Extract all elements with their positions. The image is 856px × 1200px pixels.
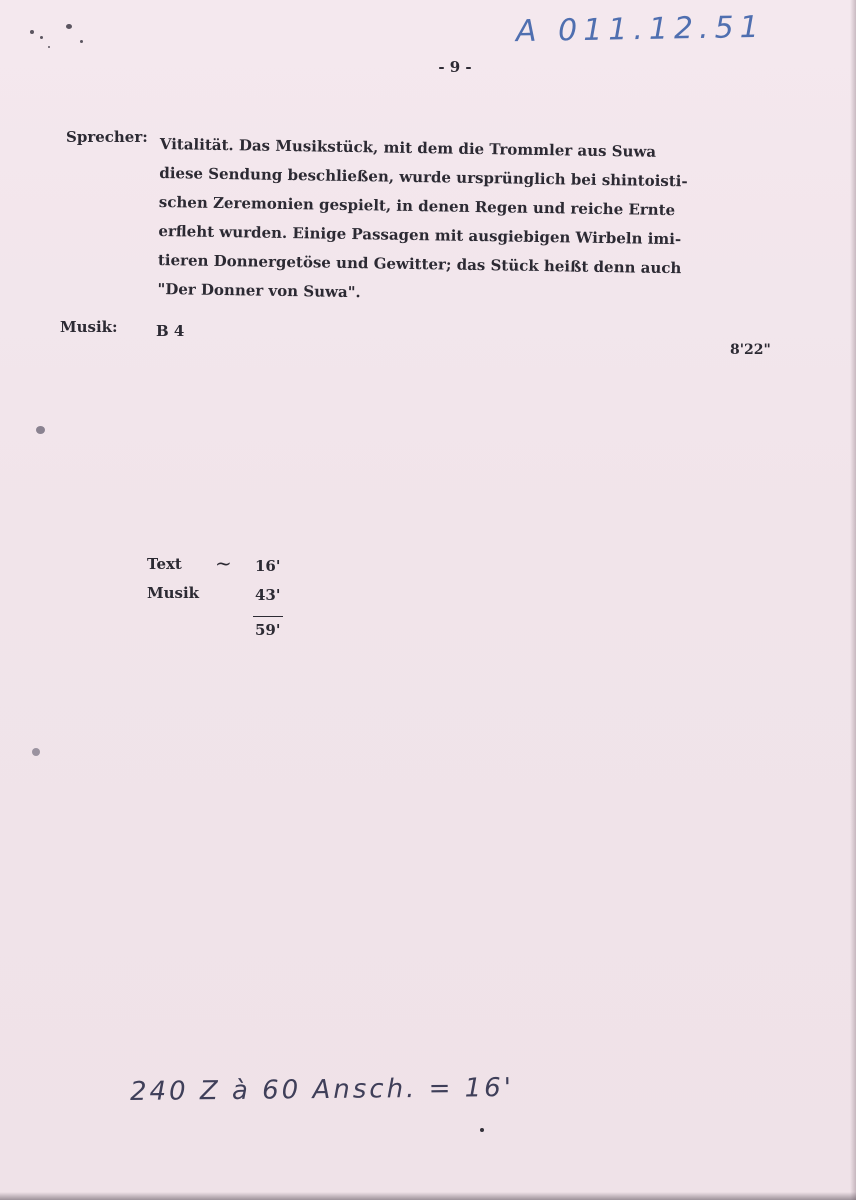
tally-row-text — [147, 551, 347, 584]
paper-speck — [48, 46, 50, 48]
sum-rule — [253, 616, 283, 617]
time-tally — [147, 551, 347, 639]
paragraph-line: erfleht wurden. Einige Passagen mit ausgiebigen Wirbeln imi- — [158, 221, 682, 249]
tally-total-value: 59' — [255, 621, 281, 639]
musik-label: Musik: — [60, 318, 118, 336]
approx-sign: ~ — [215, 551, 232, 575]
page-edge-shadow — [850, 0, 856, 1200]
musik-duration: 8'22" — [730, 342, 771, 358]
page-number: - 9 - — [438, 58, 472, 76]
punch-hole-mark — [36, 426, 45, 434]
paragraph-line: Vitalität. Das Musikstück, mit dem die Trommler aus Suwa — [159, 134, 657, 161]
ink-dot — [480, 1128, 484, 1132]
paragraph-line: "Der Donner von Suwa". — [157, 279, 361, 302]
paper-speck — [40, 36, 43, 39]
tally-text-value: 16' — [255, 557, 281, 575]
paper-speck — [30, 30, 34, 34]
paper-speck — [80, 40, 83, 43]
punch-hole-mark — [32, 748, 40, 756]
archive-mark: A 011.12.51 — [515, 9, 766, 50]
paragraph-line: schen Zeremonien gespielt, in denen Regen und reiche Ernte — [158, 192, 676, 220]
paper-speck — [66, 24, 72, 29]
paragraph-line: diese Sendung beschließen, wurde ursprünglich bei shintoisti- — [159, 163, 688, 191]
speaker-paragraph — [157, 130, 700, 312]
page-bottom-edge — [0, 1192, 856, 1200]
tally-musik-label: Musik — [147, 584, 200, 602]
speaker-label: Sprecher: — [66, 128, 148, 146]
tally-musik-value: 43' — [255, 586, 281, 604]
handwritten-footnote: 240 Z à 60 Ansch. = 16' — [129, 1072, 515, 1108]
tally-text-label: Text — [147, 555, 182, 573]
musik-code: B 4 — [156, 322, 185, 340]
paragraph-line: tieren Donnergetöse und Gewitter; das Stück heißt denn auch — [157, 250, 682, 278]
tally-row-musik — [147, 584, 347, 613]
